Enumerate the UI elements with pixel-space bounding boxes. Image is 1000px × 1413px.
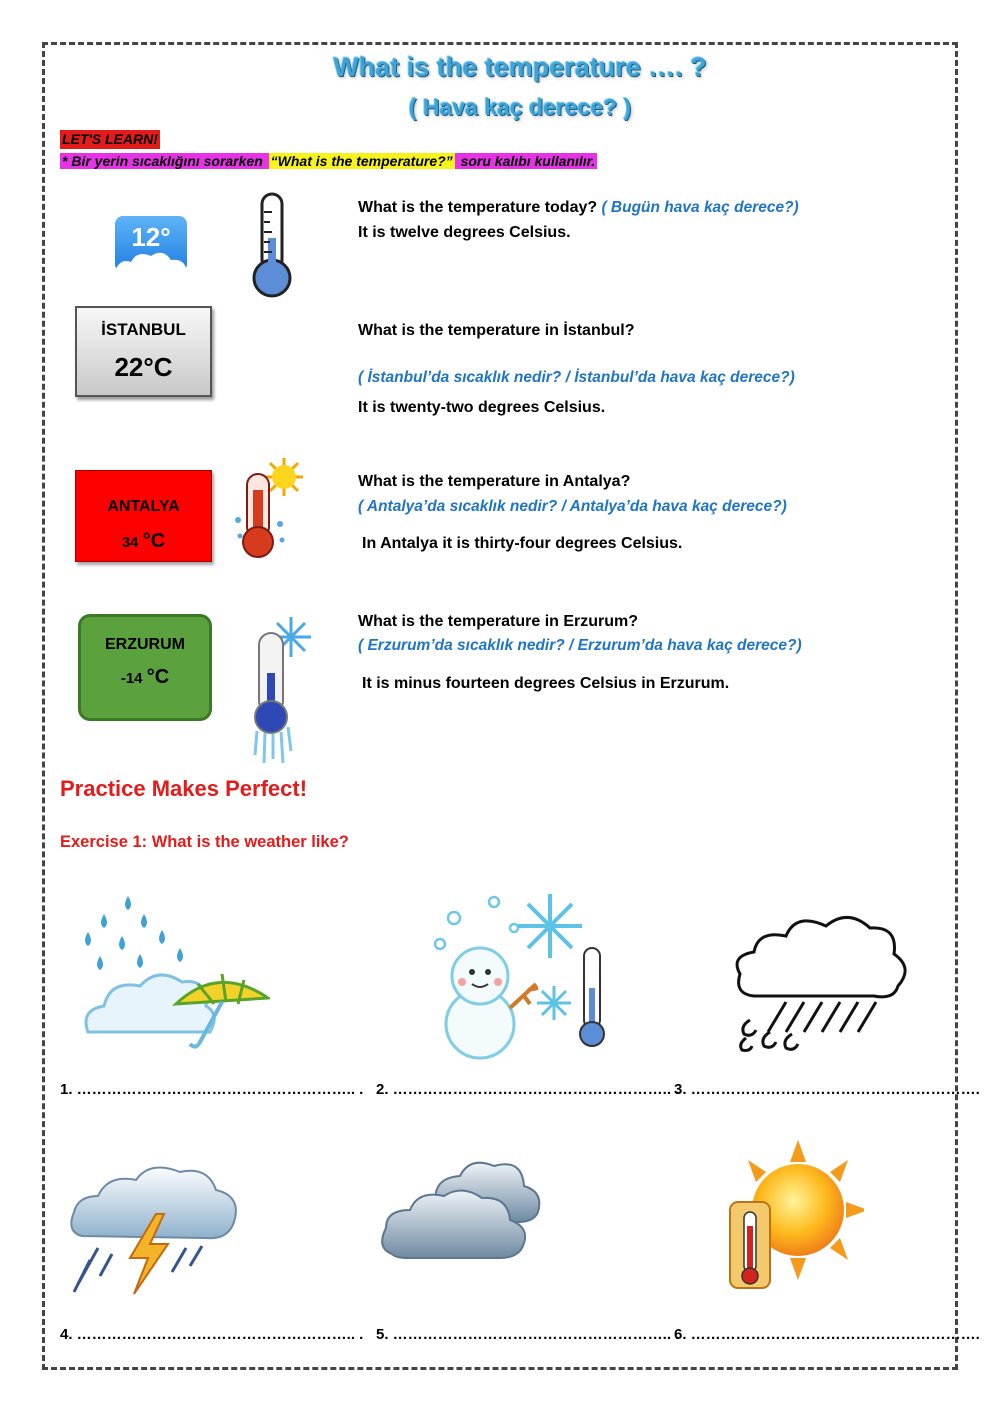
erzurum-temp-card: [78, 614, 212, 721]
thermometer-icon: [250, 192, 294, 300]
cloudy-icon: [380, 1156, 546, 1268]
note-part-1: * Bir yerin sıcaklığını sorarken: [62, 153, 267, 169]
istanbul-temp-label: 22°C: [114, 352, 173, 382]
weather-widget-icon: [113, 214, 189, 274]
rainy-icon: [78, 892, 270, 1060]
question-erzurum: What is the temperature in Erzurum?: [358, 613, 639, 630]
answer-erzurum: It is minus fourteen degrees Celsius in Erzurum.: [362, 675, 730, 692]
question-istanbul: What is the temperature in İstanbul?: [358, 322, 635, 339]
istanbul-temp-card: [75, 306, 212, 397]
note-part-2: “What is the temperature?”: [270, 153, 453, 169]
cold-thermometer-icon: [247, 613, 313, 765]
page-title: What is the temperature …. ?: [333, 52, 707, 82]
antalya-temp-card: [75, 470, 212, 562]
widget-temp: 12°: [131, 222, 171, 252]
antalya-temp-label: 34 °C: [121, 530, 166, 552]
windy-cloud-icon: [730, 910, 910, 1056]
translation-antalya: ( Antalya’da sıcaklık nedir? / Antalya’da hava kaç derece?): [358, 498, 787, 515]
exercise-title: Exercise 1: What is the weather like?: [60, 833, 349, 851]
learn-note: [60, 152, 597, 171]
snowy-icon: [434, 888, 614, 1060]
answer-istanbul: It is twenty-two degrees Celsius.: [358, 399, 606, 416]
answer-line-1[interactable]: 1. ……………………………………………….. .: [60, 1081, 364, 1098]
translation-istanbul: ( İstanbul’da sıcaklık nedir? / İstanbul’da hava kaç derece?): [358, 369, 795, 386]
lets-learn-label: LET'S LEARN!: [62, 131, 158, 147]
note-part-3: soru kalıbı kullanılır.: [456, 153, 596, 169]
question-today: What is the temperature today? ( Bugün hava kaç derece?): [358, 199, 799, 216]
answer-antalya: In Antalya it is thirty-four degrees Celsius.: [362, 535, 683, 552]
sunny-hot-icon: [724, 1140, 864, 1292]
thunderstorm-icon: [66, 1160, 238, 1302]
page-subtitle: ( Hava kaç derece? ): [408, 94, 632, 120]
answer-line-4[interactable]: 4. ……………………………………………….. .: [60, 1326, 364, 1343]
question-antalya: What is the temperature in Antalya?: [358, 473, 631, 490]
practice-title: Practice Makes Perfect!: [60, 776, 308, 801]
hot-thermometer-icon: [232, 456, 306, 560]
istanbul-city-label: İSTANBUL: [101, 320, 186, 339]
erzurum-temp-label: -14 °C: [120, 666, 170, 688]
answer-line-6[interactable]: 6. ………………………………………………….: [674, 1326, 980, 1343]
answer-today: It is twelve degrees Celsius.: [358, 224, 571, 241]
erzurum-city-label: ERZURUM: [105, 636, 185, 653]
translation-erzurum: ( Erzurum’da sıcaklık nedir? / Erzurum’da hava kaç derece?): [358, 637, 802, 654]
answer-line-3[interactable]: 3. ………………………………………………….: [674, 1081, 980, 1098]
answer-line-2[interactable]: 2. ……………………………………………….. .: [376, 1081, 680, 1098]
answer-line-5[interactable]: 5. ……………………………………………….. .: [376, 1326, 680, 1343]
antalya-city-label: ANTALYA: [107, 498, 180, 515]
